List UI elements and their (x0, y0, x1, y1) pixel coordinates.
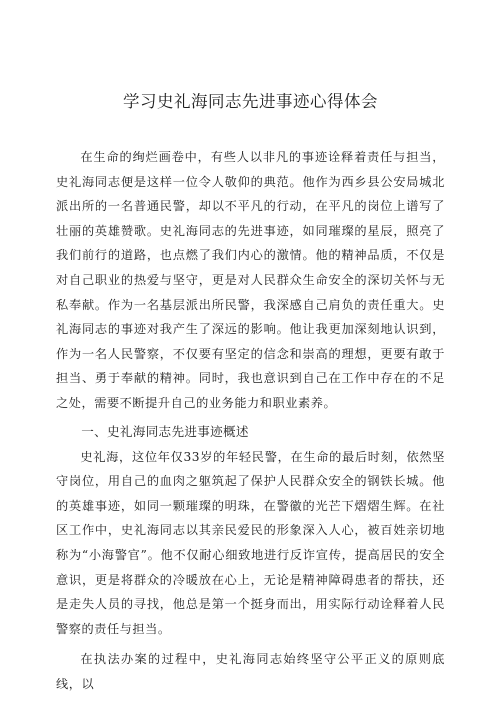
body-paragraph-continued: 在执法办案的过程中，史礼海同志始终坚守公平正义的原则底线，以 (56, 652, 445, 691)
body-paragraph: 史礼海，这位年仅33岁的年轻民警，在生命的最后时刻，依然坚守岗位，用自己的血肉之躯筑起了保护人民群众安全的钢铁长城。他的英雄事迹，如同一颗璀璨的明珠，在警徽的光芒下熠熠生辉。在社区工作中，史礼海同志以其亲民爱民的形象深入人心，被百姓亲切地称为“小海警官”。他不仅耐心细致地进行反诈宣传，提高居民的安全意识，更是将群众的冷暖放在心上，无论是精神障碍患者的帮扶，还是走失人员的寻找，他总是第一个挺身而出，用实际行动诠释着人民警察的责任与担当。 (56, 449, 445, 636)
document-title: 学习史礼海同志先进事迹心得体会 (123, 92, 378, 111)
section-heading: 一、史礼海同志先进事迹概述 (81, 423, 249, 439)
intro-paragraph: 在生命的绚烂画卷中，有些人以非凡的事迹诠释着责任与担当，史礼海同志便是这样一位令人敬仰的典范。他作为西乡县公安局城北派出所的一名普通民警，却以不平凡的行动，在平凡的岗位上谱写了壮丽的英雄赞歌。史礼海同志的先进事迹，如同璀璨的星辰，照亮了我们前行的道路，也点燃了我们内心的激情。他的精神品质，不仅是对自己职业的热爱与坚守，更是对人民群众生命安全的深切关怀与无私奉献。作为一名基层派出所民警，我深感自己肩负的责任重大。史礼海同志的事迹对我产生了深远的影响。他让我更加深刻地认识到，作为一名人民警察，不仅要有坚定的信念和崇高的理想，更要有敢于担当、勇于奉献的精神。同时，我也意识到自己在工作中存在的不足之处，需要不断提升自己的业务能力和职业素养。 (56, 150, 445, 410)
